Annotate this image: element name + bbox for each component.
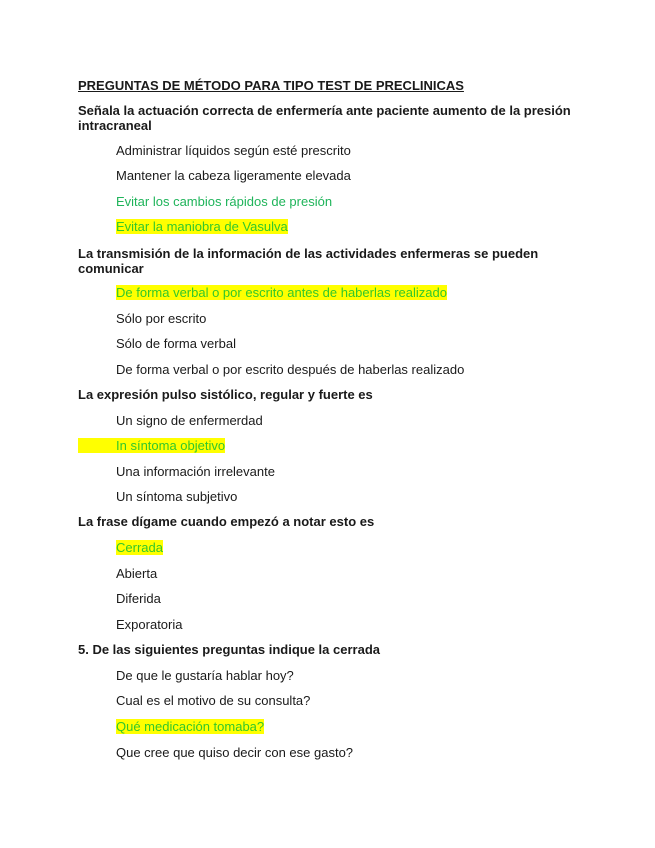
- q4-option-3: Diferida: [116, 591, 161, 606]
- q5-option-2: Cual es el motivo de su consulta?: [116, 693, 311, 708]
- q5-option-3-highlighted: Qué medicación tomaba?: [116, 719, 265, 734]
- q3-option-4: Un síntoma subjetivo: [116, 489, 238, 504]
- q5-option-1: De que le gustaría hablar hoy?: [116, 668, 294, 683]
- q2-option-4: De forma verbal o por escrito después de haberlas realizado: [116, 362, 465, 377]
- question-2: La transmisión de la información de las actividades enfermeras se pueden comunicar: [78, 246, 539, 276]
- q4-option-2: Abierta: [116, 566, 158, 581]
- q1-option-1: Administrar líquidos según esté prescrito: [116, 143, 351, 158]
- q3-option-1: Un signo de enfermerdad: [116, 413, 263, 428]
- q1-option-2: Mantener la cabeza ligeramente elevada: [116, 168, 351, 183]
- q1-option-3-correct: Evitar los cambios rápidos de presión: [116, 194, 333, 209]
- question-3: La expresión pulso sistólico, regular y fuerte es: [78, 387, 373, 402]
- q3-option-2-highlighted: In síntoma objetivo: [116, 438, 226, 453]
- q4-option-4: Exporatoria: [116, 617, 183, 632]
- question-4: La frase dígame cuando empezó a notar esto es: [78, 514, 375, 529]
- document-title: PREGUNTAS DE MÉTODO PARA TIPO TEST DE PRECLINICAS: [78, 78, 464, 93]
- q3-option-3: Una información irrelevante: [116, 464, 275, 479]
- question-5: 5. De las siguientes preguntas indique la cerrada: [78, 642, 380, 657]
- q2-option-3: Sólo de forma verbal: [116, 336, 236, 351]
- q1-option-4-highlighted: Evitar la maniobra de Vasulva: [116, 219, 288, 234]
- q2-option-2: Sólo por escrito: [116, 311, 207, 326]
- q4-option-1-highlighted: Cerrada: [116, 540, 163, 555]
- question-1: Señala la actuación correcta de enfermería ante paciente aumento de la presión intracraneal: [78, 103, 571, 133]
- q5-option-4: Que cree que quiso decir con ese gasto?: [116, 745, 354, 760]
- highlight-bar: [78, 438, 118, 453]
- q2-option-1-highlighted: De forma verbal o por escrito antes de haberlas realizado: [116, 285, 447, 300]
